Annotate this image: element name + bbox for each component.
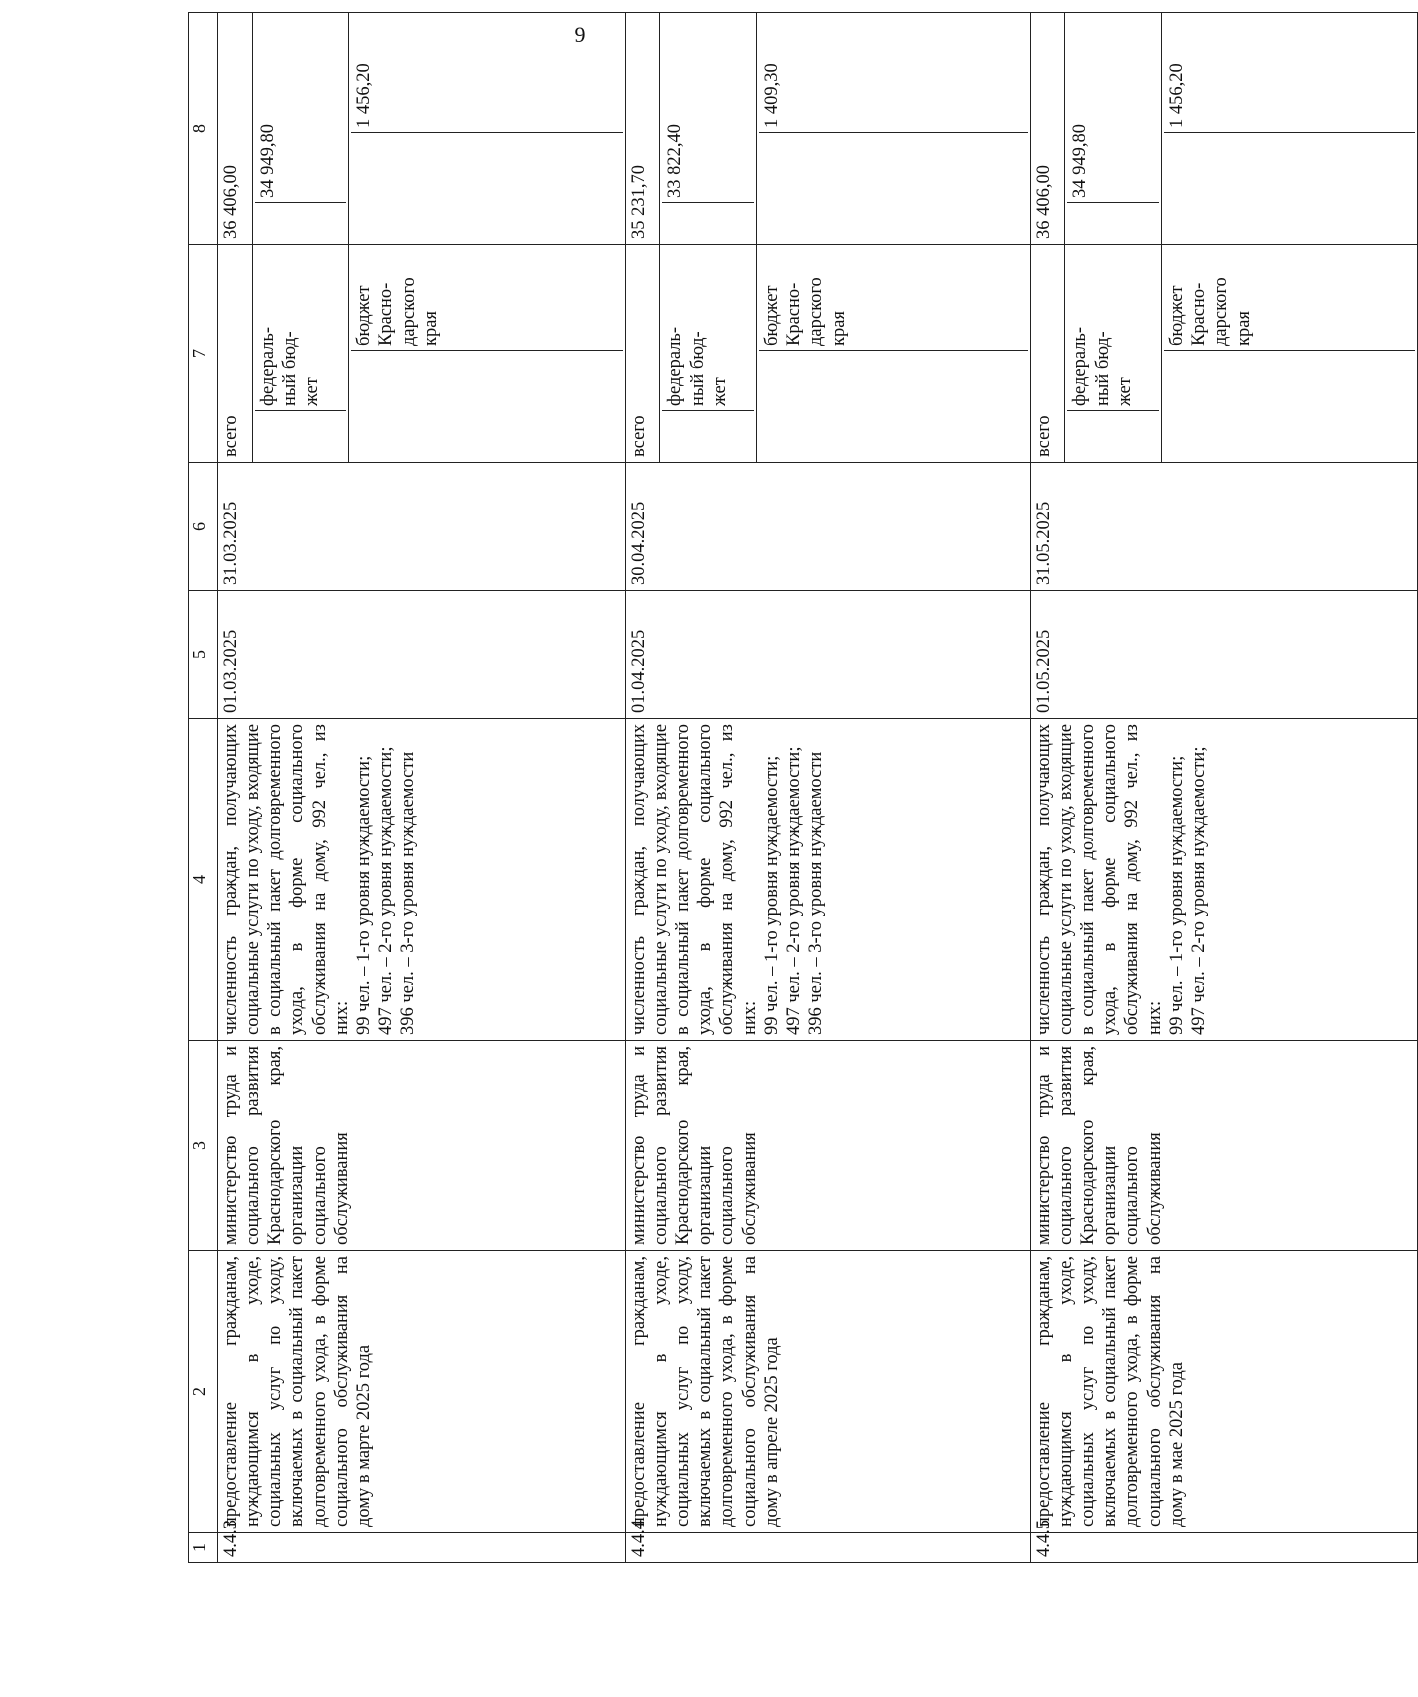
rotated-table-wrapper <box>188 13 1418 1563</box>
indicator-item: 396 чел. – 3-го уровня нуждаемости <box>806 751 827 1035</box>
executor: министерство труда и социального развития Краснодарского края, организации социального обслуживания <box>625 1041 1030 1251</box>
amount-total: 35 231,70 <box>625 13 660 245</box>
funding-source-total: всего <box>217 245 252 463</box>
table-row <box>217 13 252 1563</box>
funding-source-regional <box>756 245 1030 463</box>
regional-amount-value: 1 456,20 <box>1164 18 1415 133</box>
header-cell: 7 <box>189 245 218 463</box>
table-row <box>625 13 660 1563</box>
event-description: предоставление гражданам, нуждающимся в уходе, социальных услуг по уходу, включаемых в социальный пакет долговременного ухода, в форме социального обслуживания на дому в апреле 2025 года <box>625 1251 1030 1533</box>
regional-budget-label: бюджет Красно- дарского края <box>759 250 1028 351</box>
regional-budget-label: бюджет Красно- дарского края <box>1164 250 1415 351</box>
header-cell: 8 <box>189 13 218 245</box>
federal-amount-value: 33 822,40 <box>662 18 754 203</box>
amount-regional <box>349 13 625 245</box>
header-cell: 5 <box>189 591 218 719</box>
amount-total: 36 406,00 <box>1030 13 1065 245</box>
indicator-intro: численность граждан, получающих социальные услуги по уходу, входящие в социальный пакет долговременного ухода, в форме социального обслуживания на дому, 992 чел., из них: <box>628 724 760 1035</box>
regional-amount-value: 1 409,30 <box>759 18 1028 133</box>
activity-plan-table <box>188 12 1418 1563</box>
regional-amount-value: 1 456,20 <box>351 18 622 133</box>
end-date: 31.05.2025 <box>1030 463 1417 591</box>
funding-source-total: всего <box>1030 245 1065 463</box>
funding-source-federal <box>1065 245 1162 463</box>
funding-source-regional <box>349 245 625 463</box>
indicator-item: 396 чел. – 3-го уровня нуждаемости <box>398 751 419 1035</box>
federal-budget-label: федераль- ный бюд- жет <box>255 250 347 411</box>
header-cell: 6 <box>189 463 218 591</box>
indicator <box>217 719 625 1041</box>
amount-regional <box>756 13 1030 245</box>
funding-source-total: всего <box>625 245 660 463</box>
header-cell: 4 <box>189 719 218 1041</box>
row-number: 4.4.3 <box>217 1533 625 1563</box>
indicator <box>1030 719 1417 1041</box>
header-cell: 3 <box>189 1041 218 1251</box>
executor: министерство труда и социального развития Краснодарского края, организации социального обслуживания <box>217 1041 625 1251</box>
row-number: 4.4.5 <box>1030 1533 1417 1563</box>
executor: министерство труда и социального развития Краснодарского края, организации социального обслуживания <box>1030 1041 1417 1251</box>
indicator-item: 99 чел. – 1-го уровня нуждаемости; <box>761 755 782 1035</box>
indicator-item: 497 чел. – 2-го уровня нуждаемости; <box>783 746 804 1035</box>
amount-total: 36 406,00 <box>217 13 252 245</box>
table-header-row <box>189 13 218 1563</box>
page-number: 9 <box>574 22 586 47</box>
indicator-intro: численность граждан, получающих социальные услуги по уходу, входящие в социальный пакет долговременного ухода, в форме социального обслуживания на дому, 992 чел., из них: <box>1033 724 1165 1035</box>
federal-budget-label: федераль- ный бюд- жет <box>662 250 754 411</box>
start-date: 01.03.2025 <box>217 591 625 719</box>
start-date: 01.05.2025 <box>1030 591 1417 719</box>
indicator-intro: численность граждан, получающих социальные услуги по уходу, входящие в социальный пакет долговременного ухода, в форме социального обслуживания на дому, 992 чел., из них: <box>220 724 352 1035</box>
event-description: предоставление гражданам, нуждающимся в уходе, социальных услуг по уходу, включаемых в социальный пакет долговременного ухода, в форме социального обслуживания на дому в марте 2025 года <box>217 1251 625 1533</box>
funding-source-regional <box>1162 245 1418 463</box>
amount-regional <box>1162 13 1418 245</box>
indicator-item: 497 чел. – 2-го уровня нуждаемости; <box>376 746 397 1035</box>
header-cell: 1 <box>189 1533 218 1563</box>
row-number: 4.4.4 <box>625 1533 1030 1563</box>
funding-source-federal <box>252 245 349 463</box>
end-date: 31.03.2025 <box>217 463 625 591</box>
indicator-item: 99 чел. – 1-го уровня нуждаемости; <box>1166 755 1187 1035</box>
federal-amount-value: 34 949,80 <box>1067 18 1159 203</box>
start-date: 01.04.2025 <box>625 591 1030 719</box>
amount-federal <box>1065 13 1162 245</box>
amount-federal <box>660 13 757 245</box>
funding-source-federal <box>660 245 757 463</box>
indicator <box>625 719 1030 1041</box>
event-description: предоставление гражданам, нуждающимся в уходе, социальных услуг по уходу, включаемых в социальный пакет долговременного ухода, в форме социального обслуживания на дому в мае 2025 года <box>1030 1251 1417 1533</box>
end-date: 30.04.2025 <box>625 463 1030 591</box>
header-cell: 2 <box>189 1251 218 1533</box>
indicator-item: 99 чел. – 1-го уровня нуждаемости; <box>354 755 375 1035</box>
table-row <box>1030 13 1065 1563</box>
federal-amount-value: 34 949,80 <box>255 18 347 203</box>
amount-federal <box>252 13 349 245</box>
regional-budget-label: бюджет Красно- дарского края <box>351 250 622 351</box>
federal-budget-label: федераль- ный бюд- жет <box>1067 250 1159 411</box>
indicator-item: 497 чел. – 2-го уровня нуждаемости; <box>1189 746 1210 1035</box>
